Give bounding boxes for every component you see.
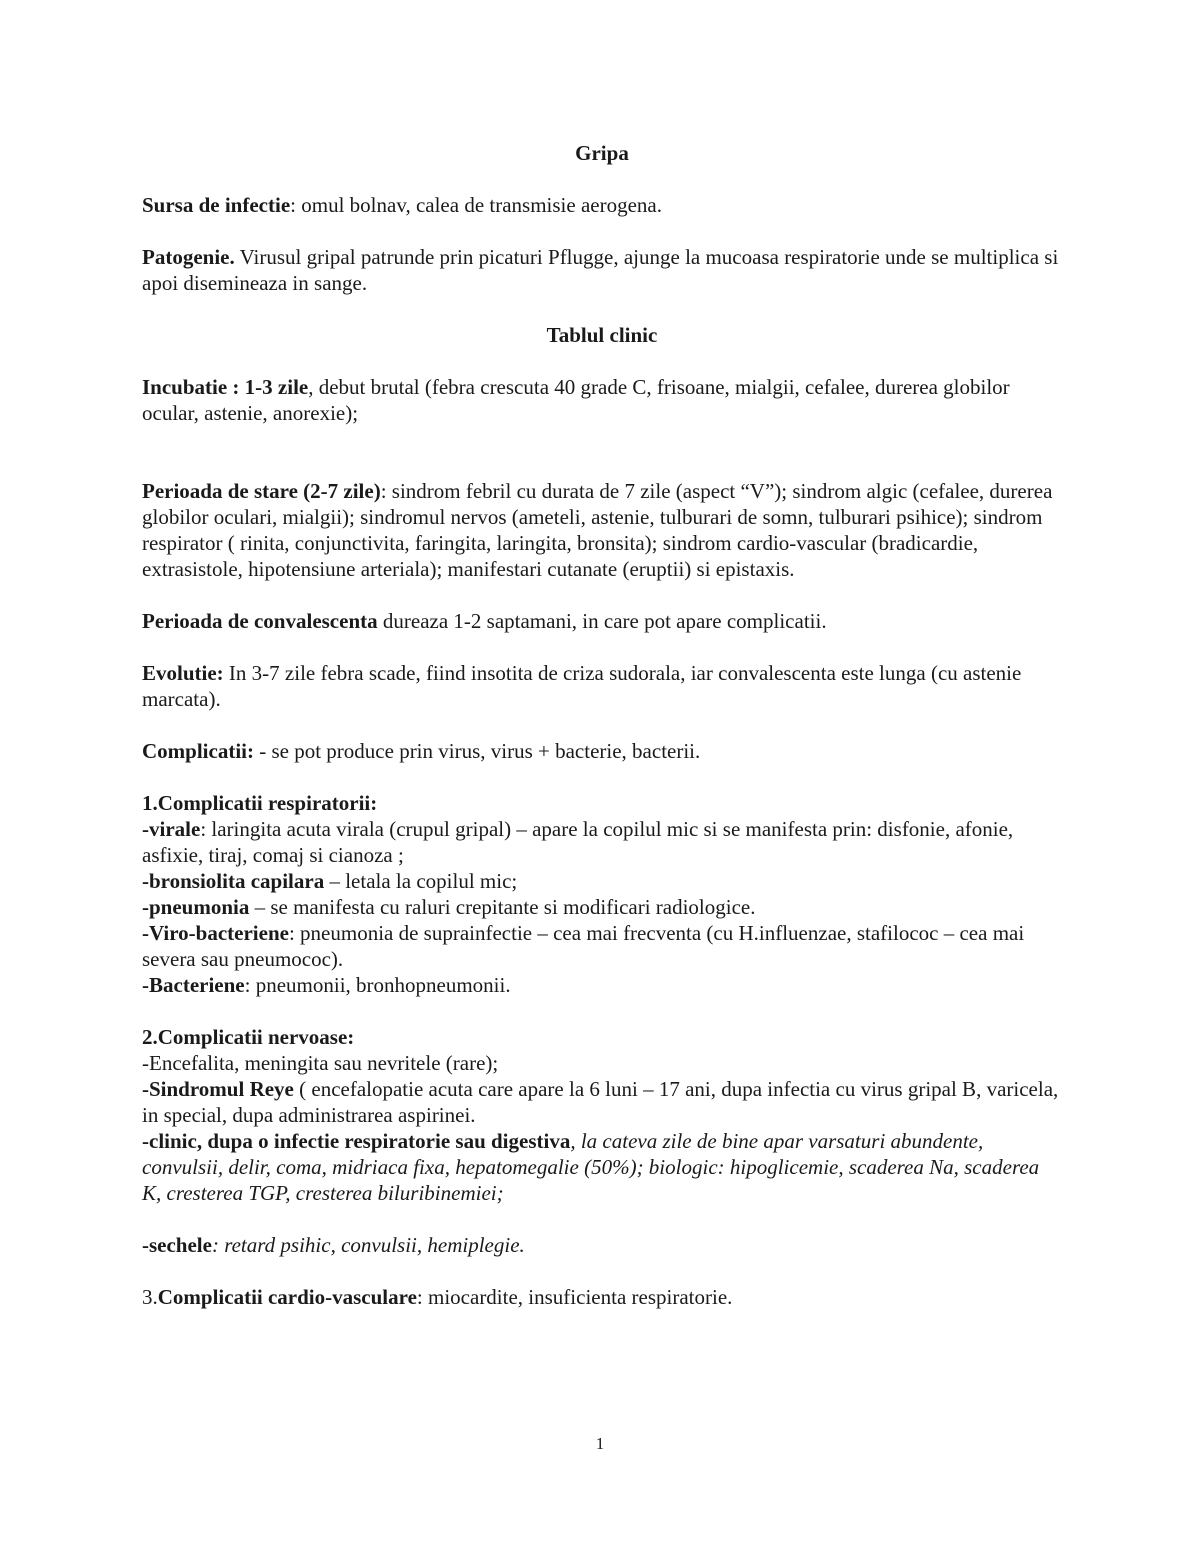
resp-heading [142, 790, 1062, 816]
evolutie-text: In 3-7 zile febra scade, fiind insotita de criza sudorala, iar convalescenta este lunga (cu astenie marcata). [142, 661, 1022, 711]
reye-label: -Sindromul Reye [142, 1077, 294, 1101]
stare-paragraph [142, 478, 1062, 582]
nerv-heading-text: 2.Complicatii nervoase: [142, 1025, 355, 1049]
reye-text: ( encefalopatie acuta care apare la 6 luni – 17 ani, dupa infectia cu virus gripal B, varicela, in special, dupa administrarea aspirinei. [142, 1077, 1059, 1127]
section-title: Tablul clinic [546, 323, 658, 347]
cardio-label: Complicatii cardio-vasculare [157, 1285, 417, 1309]
stare-label: Perioada de stare (2-7 zile) [142, 479, 381, 503]
stare-text: : sindrom febril cu durata de 7 zile (aspect “V”); sindrom algic (cefalee, durerea globilor oculari, mialgii); sindromul nervos (ameteli, astenie, tulburari de somn, tulburari psihice); sindrom respirator ( rinita, conjunctivita, faringita, laringita, bronsita); sindrom cardio-vascular (bradicardie, extrasistole, hipotensiune arteriala); manifestari cutanate (eruptii) si epistaxis. [142, 479, 1053, 581]
incubatie-text: , debut brutal (febra crescuta 40 grade C, frisoane, mialgii, cefalee, durerea globilor ocular, astenie, anorexie); [142, 375, 1010, 425]
clinic-label: -clinic, dupa o infectie respiratorie sau digestiva [142, 1129, 571, 1153]
sursa-paragraph [142, 192, 1062, 218]
resp-virobact [142, 920, 1062, 972]
patogenie-label: Patogenie. [142, 245, 235, 269]
clinic-text: la cateva zile de bine apar varsaturi abundente, convulsii, delir, coma, midriaca fixa, hepatomegalie (50%); biologic: hipoglicemie, scaderea Na, scaderea K, cresterea TGP, cresterea biluribinemiei; [142, 1129, 1040, 1205]
page-number: 1 [595, 1434, 605, 1453]
patogenie-paragraph [142, 244, 1062, 296]
nervous-complications [142, 1024, 1062, 1258]
pneumonia-label: -pneumonia [142, 895, 250, 919]
convalescenta-text: dureaza 1-2 saptamani, in care pot apare complicatii. [377, 609, 827, 633]
complicatii-paragraph [142, 738, 1062, 764]
resp-virale [142, 816, 1062, 868]
bronsiolita-text: – letala la copilul mic; [324, 869, 518, 893]
nerv-encef: -Encefalita, meningita sau nevritele (rare); [142, 1051, 499, 1075]
bact-text: : pneumonii, bronhopneumonii. [244, 973, 511, 997]
nerv-reye [142, 1076, 1062, 1128]
nerv-clinic [142, 1128, 1062, 1206]
bronsiolita-label: -bronsiolita capilara [142, 869, 325, 893]
virobact-label: -Viro-bacteriene [142, 921, 289, 945]
resp-heading-text: 1.Complicatii respiratorii: [142, 791, 378, 815]
nerv-heading [142, 1024, 1062, 1050]
document-title: Gripa [575, 141, 629, 165]
sursa-label: Sursa de infectie [142, 193, 291, 217]
cardio-paragraph [142, 1284, 1062, 1310]
sursa-text: : omul bolnav, calea de transmisie aerogena. [290, 193, 662, 217]
evolutie-paragraph [142, 660, 1062, 712]
bact-label: -Bacteriene [142, 973, 245, 997]
sechele-label: -sechele [142, 1233, 212, 1257]
virobact-text: : pneumonia de suprainfectie – cea mai frecventa (cu H.influenzae, stafilococ – cea mai severa sau pneumococ). [142, 921, 1025, 971]
convalescenta-paragraph [142, 608, 1062, 634]
resp-bronsiolita [142, 868, 1062, 894]
virale-text: : laringita acuta virala (crupul gripal) – apare la copilul mic si se manifesta prin: disfonie, afonie, asfixie, tiraj, comaj si cianoza ; [142, 817, 1014, 867]
incubatie-label: Incubatie : 1-3 zile [142, 375, 309, 399]
resp-bact [142, 972, 1062, 998]
sechele-text: : retard psihic, convulsii, hemiplegie. [211, 1233, 525, 1257]
cardio-num: 3. [142, 1285, 158, 1309]
evolutie-label: Evolutie: [142, 661, 224, 685]
patogenie-text: Virusul gripal patrunde prin picaturi Pflugge, ajunge la mucoasa respiratorie unde se multiplica si apoi disemineaza in sange. [142, 245, 1059, 295]
virale-label: -virale [142, 817, 201, 841]
clinic-sep: , [570, 1129, 581, 1153]
incubatie-paragraph [142, 374, 1062, 426]
cardio-text: : miocardite, insuficienta respiratorie. [416, 1285, 733, 1309]
convalescenta-label: Perioada de convalescenta [142, 609, 378, 633]
document-page [142, 140, 1062, 1310]
complicatii-text: - se pot produce prin virus, virus + bacterie, bacterii. [253, 739, 701, 763]
pneumonia-text: – se manifesta cu raluri crepitante si modificari radiologice. [249, 895, 756, 919]
complicatii-label: Complicatii: [142, 739, 254, 763]
nerv-sechele [142, 1232, 1062, 1258]
resp-pneumonia [142, 894, 1062, 920]
respiratory-complications [142, 790, 1062, 998]
